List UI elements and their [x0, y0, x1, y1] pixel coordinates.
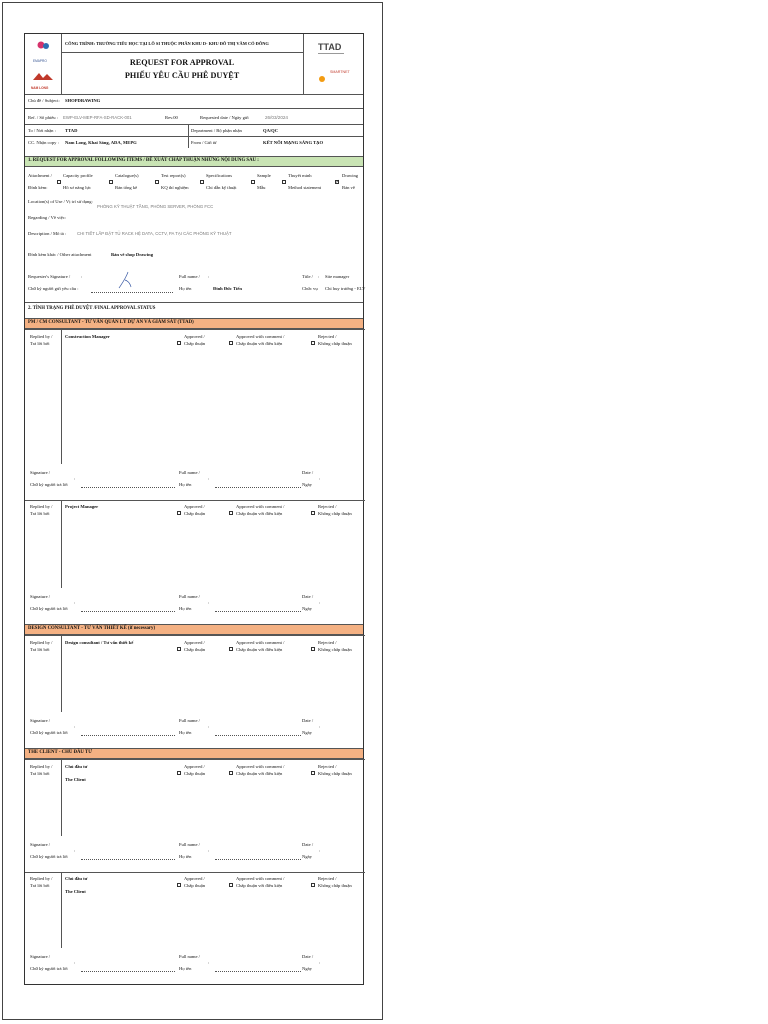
full-name-label-vn: Họ tên — [179, 966, 192, 971]
requester-signature-label: Requester's Signature / — [28, 274, 71, 279]
replied-by-label-vn: Trả lời bởi — [30, 771, 50, 776]
full-name-line[interactable] — [215, 487, 301, 488]
requested-date-label: Requested date / Ngày gửi — [200, 115, 249, 120]
replier-name: Chủ đầu tư — [65, 876, 88, 881]
date-label: Date / — [302, 594, 314, 599]
approved-label: Approved / — [184, 334, 205, 339]
approved-label-vn: Chấp thuận — [184, 883, 206, 888]
namlong-logo: NAM LONG — [31, 68, 57, 90]
project-line: CÔNG TRÌNH: TRƯỜNG TIỂU HỌC TẠI LÔ SI THUỘC PHÂN KHU D- KHU ĐÔ THỊ VĂM CÓ ĐÔNG — [65, 41, 269, 46]
rejected-label-vn: Không chấp thuận — [318, 771, 352, 776]
colon: : — [318, 274, 320, 279]
attach-sample-label-vn: Mẫu — [257, 185, 266, 190]
requester-signature-label-vn: Chữ ký người gửi yêu cầu : — [28, 286, 79, 291]
rejected-label: Rejected / — [318, 504, 337, 509]
attach-catalogue-label-vn: Bản tổng kê — [115, 185, 138, 190]
checkbox-drawing[interactable] — [335, 180, 339, 184]
rejected-label: Rejected / — [318, 876, 337, 881]
approval-block — [25, 500, 365, 624]
attach-capacity-label: Capacity profile — [63, 173, 93, 178]
attach-spec-label: Specifications — [206, 173, 233, 178]
approved-comment-label: Approved with comment / — [236, 876, 285, 881]
date-label-vn: Ngày — [302, 730, 312, 735]
rejected-checkbox[interactable] — [311, 883, 315, 887]
full-name-line[interactable] — [215, 859, 301, 860]
signature-label-vn: Chữ ký người trả lời — [30, 854, 68, 859]
ttad-logo: TTAD — [318, 42, 358, 54]
checkbox-catalogue[interactable] — [109, 180, 113, 184]
colon: : — [208, 960, 210, 965]
signature-line[interactable] — [81, 735, 175, 736]
colon: : — [208, 476, 210, 481]
approved-label-vn: Chấp thuận — [184, 771, 206, 776]
colon: : — [319, 960, 321, 965]
date-label-vn: Ngày — [302, 482, 312, 487]
attach-test-report-label-vn: KQ thí nghiệm — [161, 185, 189, 190]
document-page — [2, 2, 383, 1020]
requester-title-label: Title / — [302, 274, 313, 279]
date-label: Date / — [302, 842, 314, 847]
approved-comment-label-vn: Chấp thuận với điều kiện — [236, 647, 283, 652]
approved-label: Approved / — [184, 876, 205, 881]
ref-value: EWP-ELV-MEP-RFA-SD-RACK-001 — [63, 115, 132, 120]
full-name-label: Full name / — [179, 954, 200, 959]
attach-drawing-label: Drawing — [342, 173, 359, 178]
signature-line[interactable] — [81, 487, 175, 488]
section1-header: 1. REQUEST FOR APPROVAL FOLLOWING ITEMS / ĐỀ XUẤT CHẤP THUẬN NHỮNG NỘI DUNG SAU : — [25, 156, 363, 167]
design-consultant-header: DESIGN CONSULTANT - TƯ VẤN THIẾT KẾ (if necessary) — [25, 624, 363, 635]
requester-position-label: Chức vụ — [302, 286, 318, 291]
attach-spec-label-vn: Chỉ dẫn kỹ thuật — [206, 185, 237, 190]
to-value: TTAD — [65, 128, 78, 133]
attachment-label-vn: Đính kèm: — [28, 185, 48, 190]
approved-comment-label-vn: Chấp thuận với điều kiện — [236, 883, 283, 888]
other-attachment-value: Bản vẽ shop Drawing — [111, 252, 153, 257]
approval-block — [25, 872, 365, 984]
replied-by-label-vn: Trả lời bởi — [30, 647, 50, 652]
title-en: REQUEST FOR APPROVAL — [129, 58, 235, 67]
signature-label-vn: Chữ ký người trả lời — [30, 966, 68, 971]
full-name-label: Full name / — [179, 718, 200, 723]
approved-label: Approved / — [184, 764, 205, 769]
approved-label-vn: Chấp thuận — [184, 341, 206, 346]
full-name-label-vn: Họ tên — [179, 854, 192, 859]
rejected-label: Rejected / — [318, 640, 337, 645]
signature-label-vn: Chữ ký người trả lời — [30, 482, 68, 487]
description-value: CHI TIẾT LẮP ĐẶT TỦ RACK HỆ DATA, CCTV, PA TẠI CÁC PHÒNG KỸ THUẬT — [77, 231, 232, 236]
approved-comment-label: Approved with comment / — [236, 334, 285, 339]
signature-line[interactable] — [81, 859, 175, 860]
requester-signature-icon — [117, 270, 133, 290]
checkbox-capacity-profile[interactable] — [57, 180, 61, 184]
cc-value: Nam Long, Khai Sáng, ADA, MEPG — [65, 140, 137, 145]
signature-label: Signature / — [30, 718, 51, 723]
approved-comment-label: Approved with comment / — [236, 764, 285, 769]
signature-label: Signature / — [30, 470, 51, 475]
attachment-label: Attachment / — [28, 173, 52, 178]
approved-comment-label: Approved with comment / — [236, 504, 285, 509]
replied-by-label: Replied by / — [30, 504, 53, 509]
approved-label-vn: Chấp thuận — [184, 511, 206, 516]
approval-form — [24, 33, 364, 985]
full-name-label-vn: Họ tên — [179, 606, 192, 611]
rejected-checkbox[interactable] — [311, 511, 315, 515]
colon: : — [208, 274, 210, 279]
from-value: KẾT NỐI MẠNG SÁNG TẠO — [263, 140, 324, 145]
rejected-label: Rejected / — [318, 764, 337, 769]
approved-with-comment-checkbox[interactable] — [229, 647, 233, 651]
attach-sample-label: Sample — [257, 173, 271, 178]
smartnet-logo: SMARTNET — [318, 70, 358, 88]
approved-with-comment-checkbox[interactable] — [229, 771, 233, 775]
subject-label: Chủ đề / Subject: — [28, 98, 60, 103]
replier-name-2: The Client — [65, 889, 86, 894]
colon: : — [319, 848, 321, 853]
subject-value: SHOPDRAWING — [65, 98, 101, 103]
attach-method-label: Thuyết minh — [288, 173, 312, 178]
from-label: From / Gửi từ — [191, 140, 217, 145]
approval-block — [25, 330, 365, 500]
replied-by-label-vn: Trả lời bởi — [30, 341, 50, 346]
rejected-label-vn: Không chấp thuận — [318, 511, 352, 516]
colon: : — [74, 600, 76, 605]
location-label: Location(s) of Use / Vị trí sử dụng: — [28, 199, 93, 204]
signature-label-vn: Chữ ký người trả lời — [30, 730, 68, 735]
replied-by-label-vn: Trả lời bởi — [30, 511, 50, 516]
signature-label: Signature / — [30, 954, 51, 959]
client-header: THE CLIENT - CHỦ ĐẦU TƯ — [25, 748, 363, 759]
date-label-vn: Ngày — [302, 606, 312, 611]
replier-name: Project Manager — [65, 504, 99, 509]
approved-comment-label: Approved with comment / — [236, 640, 285, 645]
approved-checkbox[interactable] — [177, 341, 181, 345]
approved-with-comment-checkbox[interactable] — [229, 511, 233, 515]
colon: : — [208, 848, 210, 853]
full-name-label: Full name / — [179, 470, 200, 475]
colon: : — [81, 274, 83, 279]
approved-checkbox[interactable] — [177, 771, 181, 775]
signature-label: Signature / — [30, 842, 51, 847]
approved-checkbox[interactable] — [177, 647, 181, 651]
approved-label: Approved / — [184, 504, 205, 509]
checkbox-method-statement[interactable] — [282, 180, 286, 184]
colon: : — [74, 724, 76, 729]
requester-fullname-label-vn: Họ tên — [179, 286, 192, 291]
date-label: Date / — [302, 718, 314, 723]
approval-block — [25, 636, 365, 748]
signature-line[interactable] — [81, 971, 175, 972]
date-label: Date / — [302, 470, 314, 475]
title-vn: PHIẾU YÊU CẦU PHÊ DUYỆT — [124, 71, 240, 80]
approved-with-comment-checkbox[interactable] — [229, 341, 233, 345]
colon: : — [319, 600, 321, 605]
requester-position-value: Chỉ huy trưởng - ELV — [325, 286, 366, 291]
approved-with-comment-checkbox[interactable] — [229, 883, 233, 887]
date-label-vn: Ngày — [302, 966, 312, 971]
date-label: Date / — [302, 954, 314, 959]
approval-block — [25, 760, 365, 872]
department-value: QA/QC — [263, 128, 279, 133]
regarding-label: Regarding / Về việc: — [28, 215, 67, 220]
rejected-label-vn: Không chấp thuận — [318, 341, 352, 346]
other-attachment-label: Đính kèm khác / Other attachment — [28, 252, 92, 257]
rev-label: Rev.00 — [165, 115, 178, 120]
rejected-checkbox[interactable] — [311, 771, 315, 775]
requester-fullname-label: Full name / — [179, 274, 200, 279]
full-name-line[interactable] — [215, 735, 301, 736]
to-label: To / Nơi nhận : — [28, 128, 56, 133]
description-label: Description / Mô tả : — [28, 231, 67, 236]
replier-name-2: The Client — [65, 777, 86, 782]
colon: : — [319, 724, 321, 729]
rejected-checkbox[interactable] — [311, 647, 315, 651]
attach-capacity-label-vn: Hồ sơ năng lực — [63, 185, 92, 190]
department-label: Department / Bộ phận nhận — [191, 128, 242, 133]
replier-name: Chủ đầu tư — [65, 764, 88, 769]
checkbox-specifications[interactable] — [200, 180, 204, 184]
full-name-label: Full name / — [179, 842, 200, 847]
emapro-logo: EMAPRO — [33, 40, 55, 63]
attach-catalogue-label: Catalogue(s) — [115, 173, 139, 178]
location-value: PHÒNG KỸ THUẬT TẦNG, PHÒNG SERVER, PHÒNG FCC — [97, 204, 214, 209]
checkbox-sample[interactable] — [251, 180, 255, 184]
colon: : — [74, 960, 76, 965]
requester-fullname-value: Đinh Đức Tiến — [213, 286, 242, 291]
full-name-label-vn: Họ tên — [179, 730, 192, 735]
ref-label: Ref. / Số phiếu : — [28, 115, 58, 120]
rejected-label-vn: Không chấp thuận — [318, 647, 352, 652]
full-name-label-vn: Họ tên — [179, 482, 192, 487]
approved-checkbox[interactable] — [177, 883, 181, 887]
replied-by-label: Replied by / — [30, 876, 53, 881]
signature-label-vn: Chữ ký người trả lời — [30, 606, 68, 611]
cc-label: CC. Nhận copy : — [28, 140, 59, 145]
colon: : — [74, 848, 76, 853]
checkbox-test-report[interactable] — [155, 180, 159, 184]
colon: : — [319, 476, 321, 481]
requester-title-value: Site manager — [325, 274, 350, 279]
colon: : — [74, 476, 76, 481]
signature-label: Signature / — [30, 594, 51, 599]
replied-by-label-vn: Trả lời bởi — [30, 883, 50, 888]
pm-consultant-header: PM / CM CONSULTANT - TƯ VẤN QUẢN LÝ DỰ ÁN VÀ GIÁM SÁT (TTAD) — [25, 318, 363, 329]
section2-header: 2. TÌNH TRẠNG PHÊ DUYỆT /FINAL APPROVAL STATUS — [28, 306, 156, 311]
approved-label-vn: Chấp thuận — [184, 647, 206, 652]
approved-comment-label-vn: Chấp thuận với điều kiện — [236, 511, 283, 516]
attach-drawing-label-vn: Bản vẽ — [342, 185, 355, 190]
rejected-label-vn: Không chấp thuận — [318, 883, 352, 888]
colon: : — [208, 600, 210, 605]
rejected-checkbox[interactable] — [311, 341, 315, 345]
date-label-vn: Ngày — [302, 854, 312, 859]
form-header — [25, 34, 365, 94]
replied-by-label: Replied by / — [30, 640, 53, 645]
approved-comment-label-vn: Chấp thuận với điều kiện — [236, 341, 283, 346]
attach-method-label-vn: Method statement — [288, 185, 322, 190]
replier-name: Design consultant / Tư vấn thiết kế — [65, 640, 134, 645]
signature-line[interactable] — [81, 611, 175, 612]
approved-comment-label-vn: Chấp thuận với điều kiện — [236, 771, 283, 776]
replier-name: Construction Manager — [65, 334, 110, 339]
rejected-label: Rejected / — [318, 334, 337, 339]
attach-test-report-label: Test report(s) — [161, 173, 186, 178]
approved-checkbox[interactable] — [177, 511, 181, 515]
full-name-line[interactable] — [215, 611, 301, 612]
full-name-line[interactable] — [215, 971, 301, 972]
full-name-label: Full name / — [179, 594, 200, 599]
replied-by-label: Replied by / — [30, 764, 53, 769]
colon: : — [208, 724, 210, 729]
approved-label: Approved / — [184, 640, 205, 645]
requested-date-value: 26/03/2024 — [265, 115, 288, 120]
replied-by-label: Replied by / — [30, 334, 53, 339]
